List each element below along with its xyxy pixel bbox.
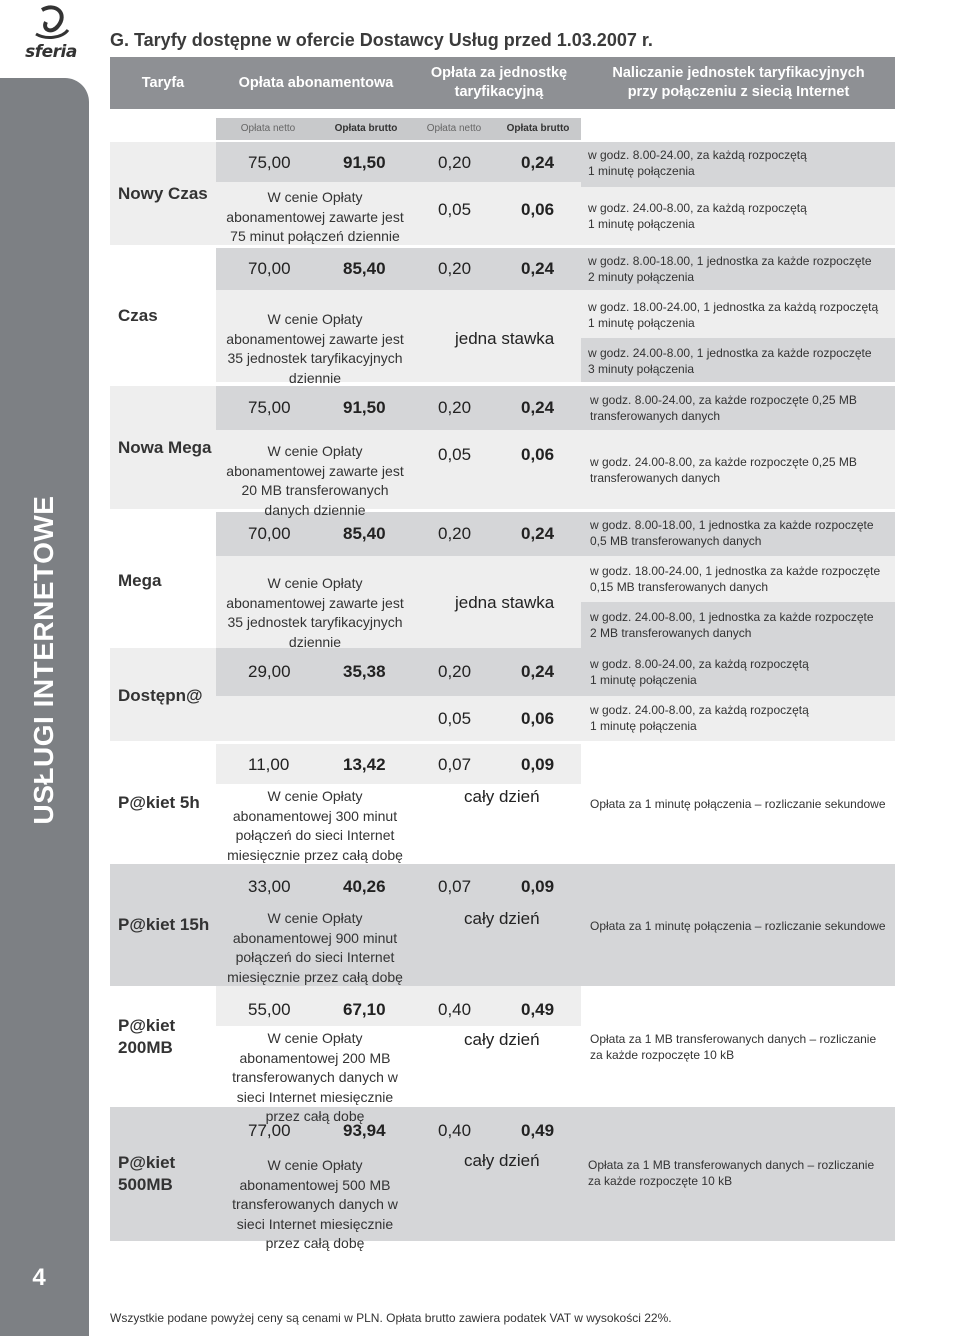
note-line: w godz. 8.00-24.00, za każdą rozpoczętą: [588, 148, 807, 162]
unit-brutto: 0,09: [521, 877, 555, 896]
abon-netto: 77,00: [248, 1121, 291, 1140]
note-line: transferowanych danych: [590, 409, 721, 423]
header-taryfa: Taryfa: [141, 74, 185, 91]
charging-note: [588, 253, 872, 285]
charging-note: [590, 563, 880, 595]
sub-header-brutto-1: Opłata brutto: [334, 123, 398, 134]
note-line: Opłata za 1 MB transferowanych danych – rozliczanie: [590, 1032, 877, 1046]
charging-note: [588, 299, 878, 331]
tariff-name-line: P@kiet: [118, 1153, 176, 1172]
unit-brutto: 0,24: [521, 524, 555, 543]
tariff-description: W cenie Opłaty abonamentowej zawarte jest 75 minut połączeń dziennie: [226, 189, 404, 244]
note-line: 0,15 MB transferowanych danych: [590, 580, 769, 594]
abon-netto: 29,00: [248, 662, 291, 681]
note-line: za każde rozpoczęte 10 kB: [590, 1048, 735, 1062]
note-line: w godz. 24.00-8.00, za każdą rozpoczętą: [590, 703, 809, 717]
note-line: w godz. 18.00-24.00, 1 jednostka za każdą rozpoczętą: [588, 300, 879, 314]
unit-brutto: 0,49: [521, 1000, 555, 1019]
unit-brutto: 0,49: [521, 1121, 555, 1140]
abon-brutto: 85,40: [343, 259, 386, 278]
tariff-description: W cenie Opłaty abonamentowej 300 minut połączeń do sieci Internet miesięcznie przez całą dobę: [227, 788, 403, 863]
unit-brutto: 0,24: [521, 153, 555, 172]
abon-netto: 11,00: [248, 755, 290, 774]
note-line: 1 minutę połączenia: [588, 316, 695, 330]
sub-header-netto-1: Opłata netto: [240, 123, 296, 134]
abon-netto: 55,00: [248, 1000, 291, 1019]
tariff-name: Dostępn@: [118, 686, 203, 705]
tariff-name-line: P@kiet: [118, 1016, 176, 1035]
tariff-description: W cenie Opłaty abonamentowej 900 minut połączeń do sieci Internet miesięcznie przez całą dobę: [227, 910, 403, 985]
tariff-description: W cenie Opłaty abonamentowej zawarte jest 35 jednostek taryfikacyjnych dziennie: [226, 311, 404, 386]
abon-brutto: 13,42: [343, 755, 386, 774]
whole-day: cały dzień: [464, 787, 540, 806]
whole-day: cały dzień: [464, 1151, 540, 1170]
unit-brutto: 0,24: [521, 662, 555, 681]
tariff-name-line: 500MB: [118, 1175, 173, 1194]
note-line: w godz. 24.00-8.00, 1 jednostka za każde rozpoczęte: [588, 346, 872, 360]
single-rate: jedna stawka: [455, 329, 555, 348]
charging-note: [590, 392, 857, 424]
note-line: w godz. 8.00-18.00, 1 jednostka za każde rozpoczęte: [590, 518, 874, 532]
unit-netto: 0,20: [438, 153, 472, 172]
unit-netto: 0,05: [438, 445, 472, 464]
table-header: [110, 57, 895, 109]
note-line: 1 minutę połączenia: [590, 673, 697, 687]
unit-netto: 0,20: [438, 259, 472, 278]
header-naliczanie-line1: Naliczanie jednostek taryfikacyjnych: [612, 65, 865, 81]
note-line: w godz. 8.00-18.00, 1 jednostka za każde rozpoczęte: [588, 254, 872, 268]
tariff-description: W cenie Opłaty abonamentowej zawarte jest 35 jednostek taryfikacyjnych dziennie: [226, 575, 404, 650]
tariff-name: Mega: [118, 571, 162, 590]
charging-note: [590, 609, 874, 641]
unit-netto: 0,20: [438, 524, 472, 543]
tariff-description: W cenie Opłaty abonamentowej 200 MB transferowanych danych w sieci Internet miesięcznie przez całą dobę: [232, 1030, 398, 1124]
unit-netto: 0,07: [438, 877, 472, 896]
note-line: 1 minutę połączenia: [588, 217, 695, 231]
swirl-icon: [12, 4, 90, 44]
note-line: 1 minutę połączenia: [590, 719, 697, 733]
tariff-name: Czas: [118, 306, 158, 325]
abon-netto: 75,00: [248, 398, 291, 417]
note-line: 0,5 MB transferowanych danych: [590, 534, 762, 548]
unit-netto: 0,20: [438, 662, 472, 681]
header-jednostka-line1: Opłata za jednostkę: [430, 65, 568, 81]
charging-note: [588, 147, 807, 179]
tariff-name: [118, 1152, 175, 1196]
charging-note: Opłata za 1 minutę połączenia – rozliczanie sekundowe: [590, 797, 886, 811]
note-line: 2 minuty połączenia: [588, 270, 695, 284]
sub-header-brutto-2: Opłata brutto: [506, 123, 570, 134]
note-line: w godz. 24.00-8.00, 1 jednostka za każde rozpoczęte: [590, 610, 874, 624]
unit-netto: 0,07: [438, 755, 472, 774]
page-title: G. Taryfy dostępne w ofercie Dostawcy Usług przed 1.03.2007 r.: [110, 30, 653, 50]
note-line: w godz. 8.00-24.00, za każdą rozpoczętą: [590, 657, 809, 671]
whole-day: cały dzień: [464, 1030, 540, 1049]
abon-brutto: 40,26: [343, 877, 386, 896]
unit-brutto: 0,09: [521, 755, 555, 774]
tariff-name-line: 200MB: [118, 1038, 173, 1057]
sub-header-netto-2: Opłata netto: [426, 123, 482, 134]
note-line: Opłata za 1 MB transferowanych danych – rozliczanie: [588, 1158, 875, 1172]
charging-note: [590, 517, 874, 549]
charging-note: [590, 702, 809, 734]
note-line: w godz. 24.00-8.00, za każde rozpoczęte 0,25 MB: [590, 455, 857, 469]
unit-netto: 0,40: [438, 1000, 472, 1019]
abon-netto: 70,00: [248, 524, 291, 543]
note-line: za każde rozpoczęte 10 kB: [588, 1174, 733, 1188]
tariff-name: [118, 1015, 175, 1059]
tariff-name: P@kiet 15h: [118, 915, 210, 934]
note-line: 1 minutę połączenia: [588, 164, 695, 178]
charging-note: Opłata za 1 minutę połączenia – rozliczanie sekundowe: [590, 919, 886, 933]
abon-brutto: 67,10: [343, 1000, 386, 1019]
abon-netto: 75,00: [248, 153, 291, 172]
single-rate: jedna stawka: [455, 593, 555, 612]
unit-brutto: 0,06: [521, 200, 555, 219]
tariff-description: W cenie Opłaty abonamentowej zawarte jest 20 MB transferowanych danych dziennie: [226, 443, 404, 518]
header-naliczanie: [582, 57, 895, 109]
sferia-logo: [12, 4, 90, 62]
charging-note: [588, 200, 807, 232]
note-line: 2 MB transferowanych danych: [590, 626, 752, 640]
tariff-description: W cenie Opłaty abonamentowej 500 MB transferowanych danych w sieci Internet miesięcznie przez całą dobę: [232, 1157, 398, 1251]
charging-note: [588, 1157, 874, 1189]
charging-note: [588, 345, 872, 377]
header-jednostka-line2: taryfikacyjną: [454, 84, 544, 100]
tariff-name: Nowa Mega: [118, 438, 212, 457]
header-abonament: Opłata abonamentowa: [238, 74, 394, 91]
note-line: w godz. 24.00-8.00, za każdą rozpoczętą: [588, 201, 807, 215]
section-label: USŁUGI INTERNETOWE: [28, 495, 59, 825]
unit-netto: 0,20: [438, 398, 472, 417]
unit-netto: 0,05: [438, 200, 472, 219]
abon-brutto: 91,50: [343, 398, 386, 417]
note-line: w godz. 8.00-24.00, za każde rozpoczęte 0,25 MB: [590, 393, 857, 407]
abon-brutto: 35,38: [343, 662, 386, 681]
unit-netto: 0,40: [438, 1121, 472, 1140]
tariff-name: Nowy Czas: [118, 184, 208, 203]
abon-brutto: 93,94: [343, 1121, 386, 1140]
page-number: 4: [32, 1264, 46, 1291]
tariff-name: P@kiet 5h: [118, 793, 200, 812]
unit-brutto: 0,06: [521, 709, 555, 728]
sub-header: [216, 118, 581, 140]
whole-day: cały dzień: [464, 909, 540, 928]
footer-note: Wszystkie podane powyżej ceny są cenami w PLN. Opłata brutto zawiera podatek VAT w wysokości 22%.: [110, 1311, 672, 1325]
unit-brutto: 0,24: [521, 259, 555, 278]
charging-note: [590, 454, 857, 486]
logo-text: sferia: [25, 42, 77, 62]
unit-netto: 0,05: [438, 709, 472, 728]
abon-brutto: 85,40: [343, 524, 386, 543]
note-line: w godz. 18.00-24.00, 1 jednostka za każde rozpoczęte: [590, 564, 881, 578]
charging-note: [590, 1031, 876, 1063]
abon-netto: 33,00: [248, 877, 291, 896]
sidebar: [0, 0, 89, 1336]
unit-brutto: 0,06: [521, 445, 555, 464]
abon-brutto: 91,50: [343, 153, 386, 172]
header-naliczanie-line2: przy połączeniu z siecią Internet: [627, 84, 850, 100]
charging-note: [590, 656, 809, 688]
note-line: 3 minuty połączenia: [588, 362, 695, 376]
note-line: transferowanych danych: [590, 471, 721, 485]
abon-netto: 70,00: [248, 259, 291, 278]
unit-brutto: 0,24: [521, 398, 555, 417]
header-jednostka: [416, 57, 582, 109]
